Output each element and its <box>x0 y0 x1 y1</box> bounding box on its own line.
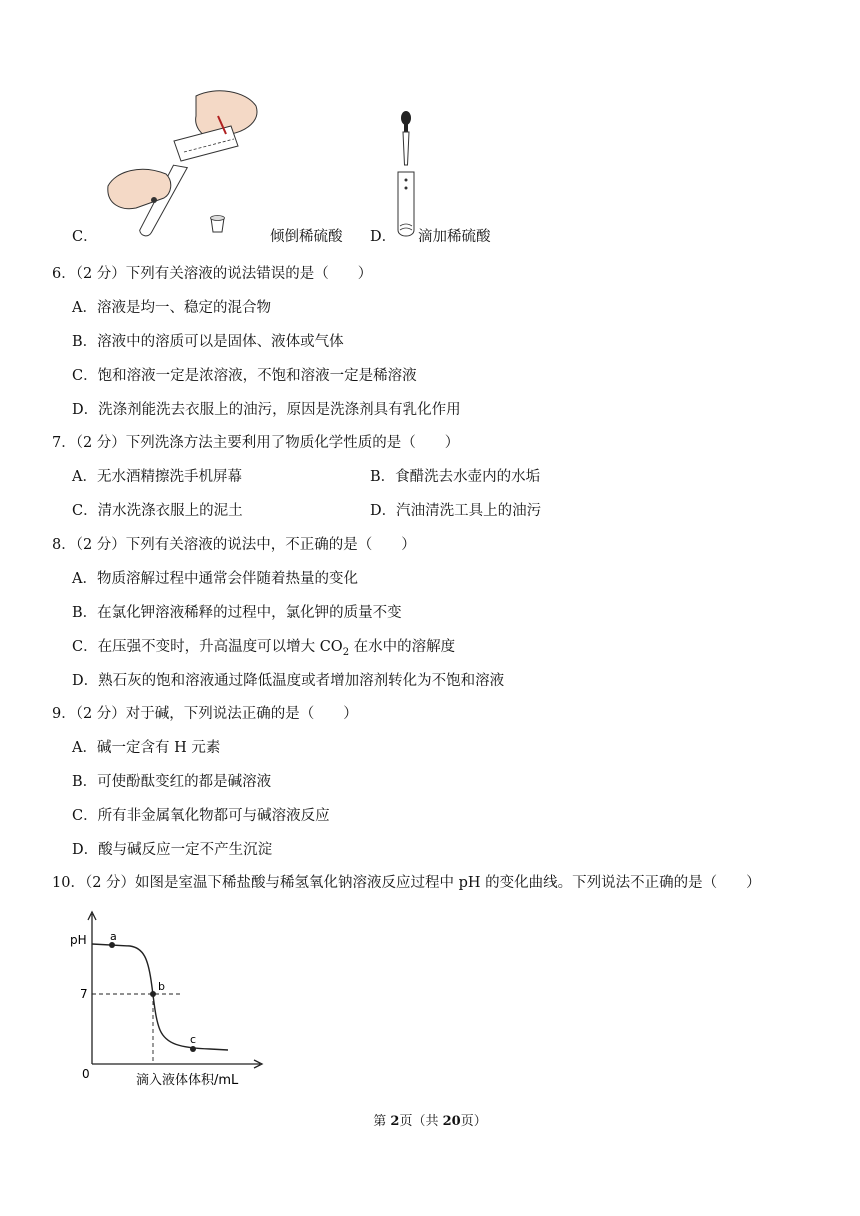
footer-prefix: 第 <box>373 1114 391 1129</box>
q5-option-c-image <box>96 86 266 246</box>
q8-stem: 8．（2 分）下列有关溶液的说法中，不正确的是（ ） <box>52 537 416 553</box>
q7-stem: 7．（2 分）下列洗涤方法主要利用了物质化学性质的是（ ） <box>52 435 460 451</box>
point-c <box>190 1046 196 1052</box>
ph-curve-svg <box>60 908 280 1090</box>
point-a-label: a <box>110 930 117 943</box>
q5-option-d <box>370 227 396 247</box>
footer-page-number: 2 <box>390 1114 400 1129</box>
q9-option-b: B．可使酚酞变红的都是碱溶液 <box>72 774 272 790</box>
dropper-illustration <box>394 110 424 245</box>
q7-option-c: C．清水洗涤衣服上的泥土 <box>72 503 243 519</box>
q9-option-a: A．碱一定含有 H 元素 <box>72 740 221 756</box>
q6-option-d: D．洗涤剂能洗去衣服上的油污，原因是洗涤剂具有乳化作用 <box>72 402 461 418</box>
q8-option-c-tail: 在水中的溶解度 <box>349 639 456 655</box>
footer-total-pages: 20 <box>442 1114 461 1129</box>
q8-option-c-subscript: 2 <box>342 646 350 658</box>
q6-option-c: C．饱和溶液一定是浓溶液，不饱和溶液一定是稀溶液 <box>72 368 417 384</box>
q6-option-b: B．溶液中的溶质可以是固体、液体或气体 <box>72 334 344 350</box>
ph-curve <box>92 944 228 1050</box>
origin-label: 0 <box>82 1067 90 1081</box>
q8-option-c <box>72 637 455 663</box>
q9-stem: 9．（2 分）对于碱，下列说法正确的是（ ） <box>52 706 358 722</box>
q6-stem: 6．（2 分）下列有关溶液的说法错误的是（ ） <box>52 266 373 282</box>
point-b <box>150 991 156 997</box>
q8-option-a: A．物质溶解过程中通常会伴随着热量的变化 <box>72 571 358 587</box>
q9-option-d: D．酸与碱反应一定不产生沉淀 <box>72 842 273 858</box>
q8-option-b: B．在氯化钾溶液稀释的过程中，氯化钾的质量不变 <box>72 605 402 621</box>
q6-option-a: A．溶液是均一、稳定的混合物 <box>72 300 271 316</box>
q7-option-d: D．汽油清洗工具上的油污 <box>370 503 542 519</box>
y-tick-7: 7 <box>80 987 88 1001</box>
q10-stem: 10．（2 分）如图是室温下稀盐酸与稀氢氧化钠溶液反应过程中 pH 的变化曲线。下列说法不正确的是（ ） <box>52 875 761 891</box>
pouring-acid-illustration <box>96 86 266 246</box>
q8-option-c-main: C．在压强不变时，升高温度可以增大 CO <box>72 639 343 655</box>
y-axis-label: pH <box>70 933 87 947</box>
point-b-label: b <box>158 980 165 993</box>
x-axis-label: 滴入液体体积/mL <box>136 1073 239 1088</box>
point-c-label: c <box>190 1033 197 1046</box>
page-footer <box>0 1110 860 1129</box>
q5-option-c-letter: C． <box>72 229 98 245</box>
q7-option-a: A．无水酒精擦洗手机屏幕 <box>72 469 242 485</box>
q8-option-d: D．熟石灰的饱和溶液通过降低温度或者增加溶剂转化为不饱和溶液 <box>72 673 505 689</box>
q5-option-c <box>72 227 98 247</box>
footer-suffix: 页） <box>460 1114 487 1129</box>
q9-option-c: C．所有非金属氧化物都可与碱溶液反应 <box>72 808 330 824</box>
q5-option-c-text: 倾倒稀硫酸 <box>270 229 343 245</box>
q5-option-d-letter: D． <box>370 229 397 245</box>
q7-option-b: B．食醋洗去水壶内的水垢 <box>370 469 541 485</box>
q5-option-d-image <box>394 110 424 245</box>
q5-option-d-text: 滴加稀硫酸 <box>418 229 491 245</box>
q10-ph-curve-figure <box>60 908 280 1090</box>
footer-mid: 页（共 <box>399 1114 443 1129</box>
